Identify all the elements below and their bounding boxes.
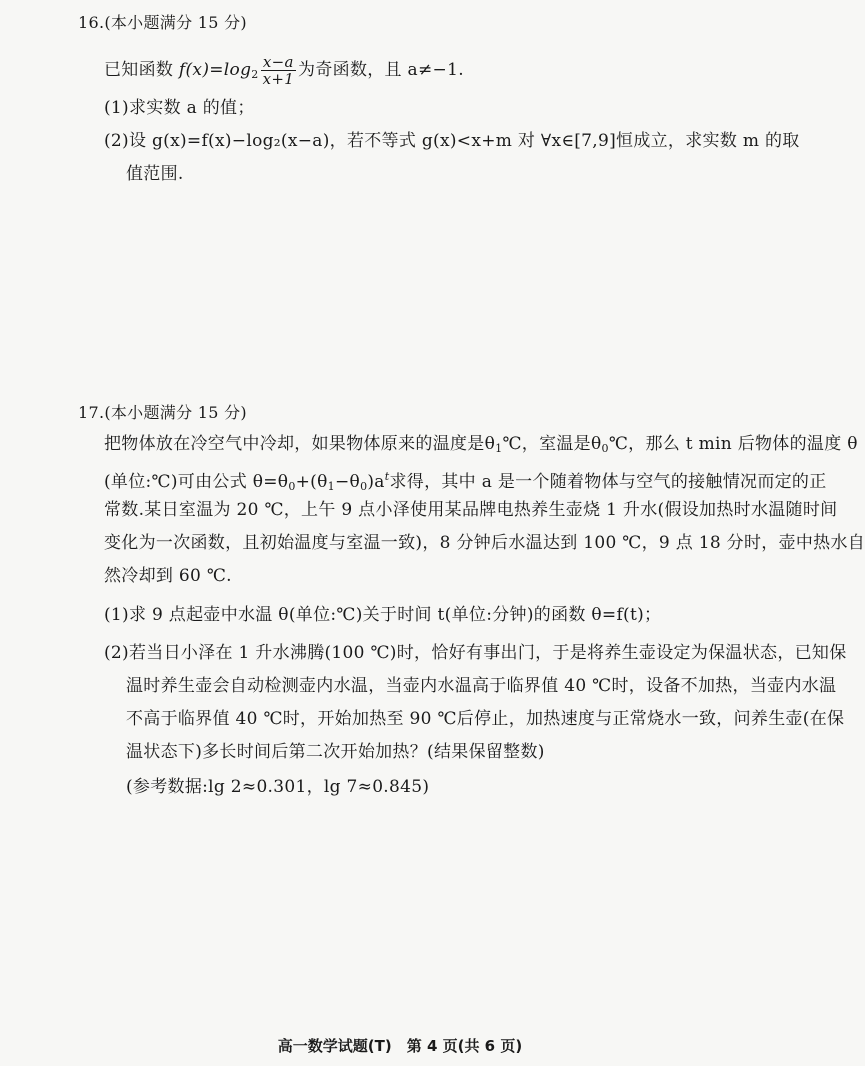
q17-p1-text-a: 把物体放在冷空气中冷却，如果物体原来的温度是θ: [104, 434, 496, 454]
q17-part1: (1)求 9 点起壶中水温 θ(单位:℃)关于时间 t(单位:分钟)的函数 θ=f(t)；: [104, 605, 662, 625]
q17-para-line1: [104, 433, 858, 460]
q17-para-line3: 常数.某日室温为 20 ℃，上午 9 点小泽使用某品牌电热养生壶烧 1 升水(假设加热时水温随时间: [104, 500, 838, 520]
q17-p1-text-b: ℃，室温是θ: [502, 434, 602, 454]
q17-header: 17.(本小题满分 15 分): [78, 403, 247, 422]
q17-p2-sub2: 0: [360, 480, 368, 493]
q17-para-line4: 变化为一次函数，且初始温度与室温一致)，8 分钟后水温达到 100 ℃，9 点 18 分时，壶中热水自: [104, 533, 865, 553]
q16-part1: (1)求实数 a 的值；: [104, 98, 255, 118]
q16-part2-line2: 值范围.: [126, 164, 184, 184]
q17-p2-text-a: (单位:℃)可由公式 θ=θ: [104, 472, 289, 492]
q16-stem: [104, 54, 464, 87]
q17-p2-sup: t: [384, 470, 390, 483]
q17-p2-text-e: 求得，其中 a 是一个随着物体与空气的接触情况而定的正: [389, 472, 827, 492]
q16-part2-line1: (2)设 g(x)=f(x)−log₂(x−a)，若不等式 g(x)<x+m 对 ∀x∈[7,9]恒成立，求实数 m 的取: [104, 131, 800, 151]
q17-reference-data: (参考数据:lg 2≈0.301，lg 7≈0.845): [126, 777, 430, 797]
q17-part2-line4: 温状态下)多长时间后第二次开始加热？(结果保留整数): [126, 742, 545, 762]
q17-p1-sub0: 0: [601, 442, 609, 455]
q16-f-lhs: f(x)=log: [178, 60, 252, 80]
page-footer: 高一数学试题(T) 第 4 页(共 6 页): [277, 1037, 523, 1055]
q17-p1-text-c: ℃，那么 t min 后物体的温度 θ: [608, 434, 858, 454]
q16-frac-den: x+1: [262, 70, 295, 88]
q17-part2-line2: 温时养生壶会自动检测壶内水温，当壶内水温高于临界值 40 ℃时，设备不加热，当壶内水温: [126, 676, 837, 696]
q17-part2-line1: (2)若当日小泽在 1 升水沸腾(100 ℃)时，恰好有事出门，于是将养生壶设定为保温状态，已知保: [104, 643, 847, 663]
q17-p2-sub0: 0: [288, 480, 296, 493]
q16-stem-post: 为奇函数，且 a≠−1.: [298, 60, 464, 80]
q17-para-line2: [104, 466, 827, 498]
q17-p2-text-c: −θ: [334, 472, 361, 492]
q17-p2-text-d: )a: [367, 472, 385, 492]
q16-header: 16.(本小题满分 15 分): [78, 13, 247, 32]
q17-part2-line3: 不高于临界值 40 ℃时，开始加热至 90 ℃后停止，加热速度与正常烧水一致，问养生壶(在保: [126, 709, 845, 729]
q16-frac-num: x−a: [261, 54, 296, 71]
q16-log-base: 2: [251, 68, 259, 81]
q17-p2-text-b: +(θ: [295, 472, 328, 492]
q16-stem-pre: 已知函数: [104, 60, 179, 80]
q17-para-line5: 然冷却到 60 ℃.: [104, 566, 232, 586]
q17-p1-sub1: 1: [495, 442, 503, 455]
q17-p2-sub1: 1: [327, 480, 335, 493]
q16-fraction: [261, 54, 296, 87]
